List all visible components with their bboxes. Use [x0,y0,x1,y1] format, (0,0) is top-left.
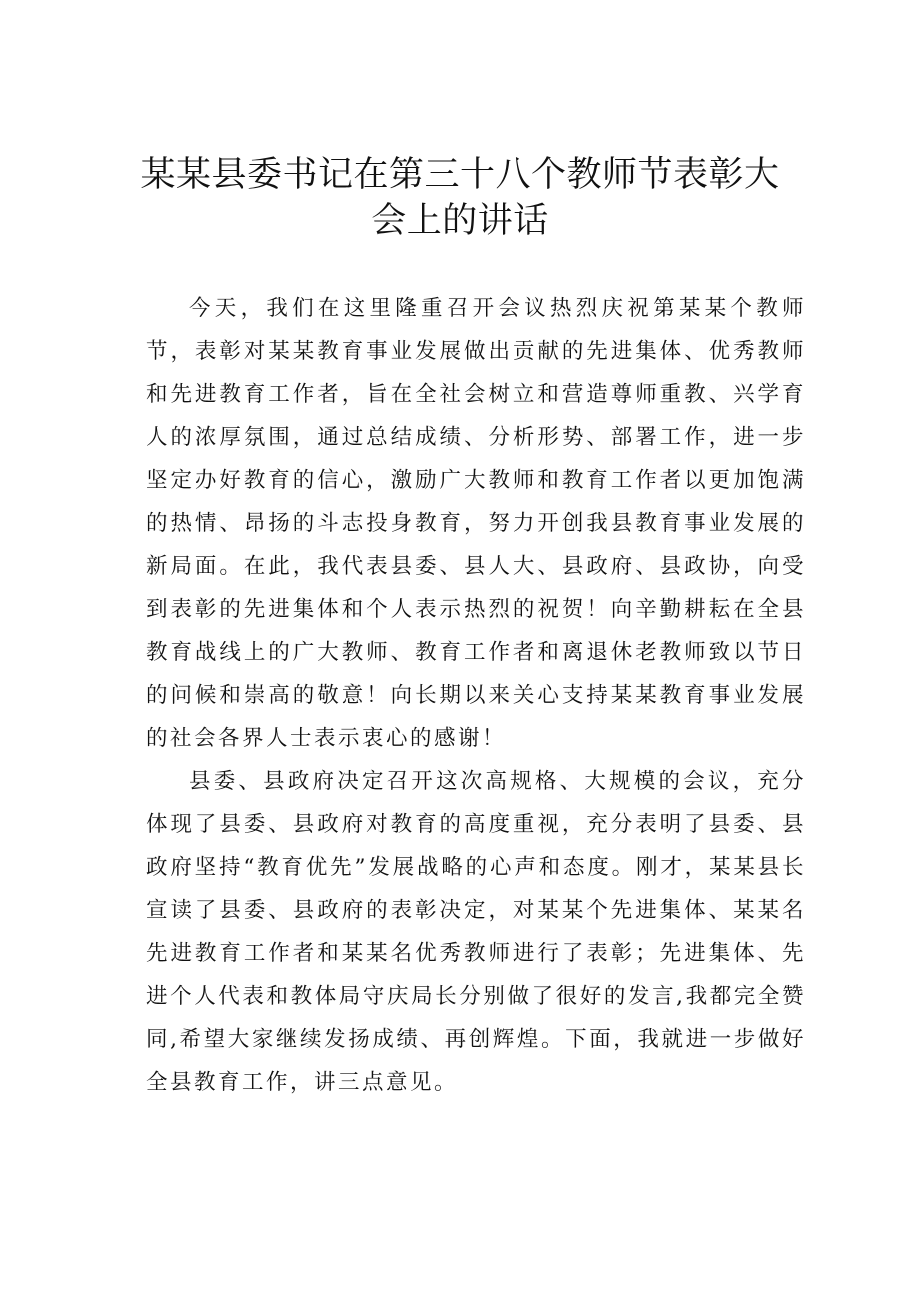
document-body [146,287,806,1104]
title-line-1: 某某县委书记在第三十八个教师节表彰大 [140,155,780,195]
title-line-2: 会上的讲话 [371,201,549,241]
paragraph-2: 县委、县政府决定召开这次高规格、大规模的会议，充分体现了县委、县政府对教育的高度重视，充分表明了县委、县政府坚持“教育优先”发展战略的心声和态度。刚才，某某县长宣读了县委、县政府的表彰决定，对某某个先进集体、某某名先进教育工作者和某某名优秀教师进行了表彰；先进集体、先进个人代表和教体局守庆局长分别做了很好的发言,我都完全赞同,希望大家继续发扬成绩、再创辉煌。下面，我就进一步做好全县教育工作，讲三点意见。 [146,769,806,1095]
document-title [120,152,800,244]
paragraph-1: 今天，我们在这里隆重召开会议热烈庆祝第某某个教师节，表彰对某某教育事业发展做出贡献的先进集体、优秀教师和先进教育工作者，旨在全社会树立和营造尊师重教、兴学育人的浓厚氛围，通过总结成绩、分析形势、部署工作，进一步坚定办好教育的信心，激励广大教师和教育工作者以更加饱满的热情、昂扬的斗志投身教育，努力开创我县教育事业发展的新局面。在此，我代表县委、县人大、县政府、县政协，向受到表彰的先进集体和个人表示热烈的祝贺！向辛勤耕耘在全县教育战线上的广大教师、教育工作者和离退休老教师致以节日的问候和崇高的敬意！向长期以来关心支持某某教育事业发展的社会各界人士表示衷心的感谢！ [146,296,806,751]
